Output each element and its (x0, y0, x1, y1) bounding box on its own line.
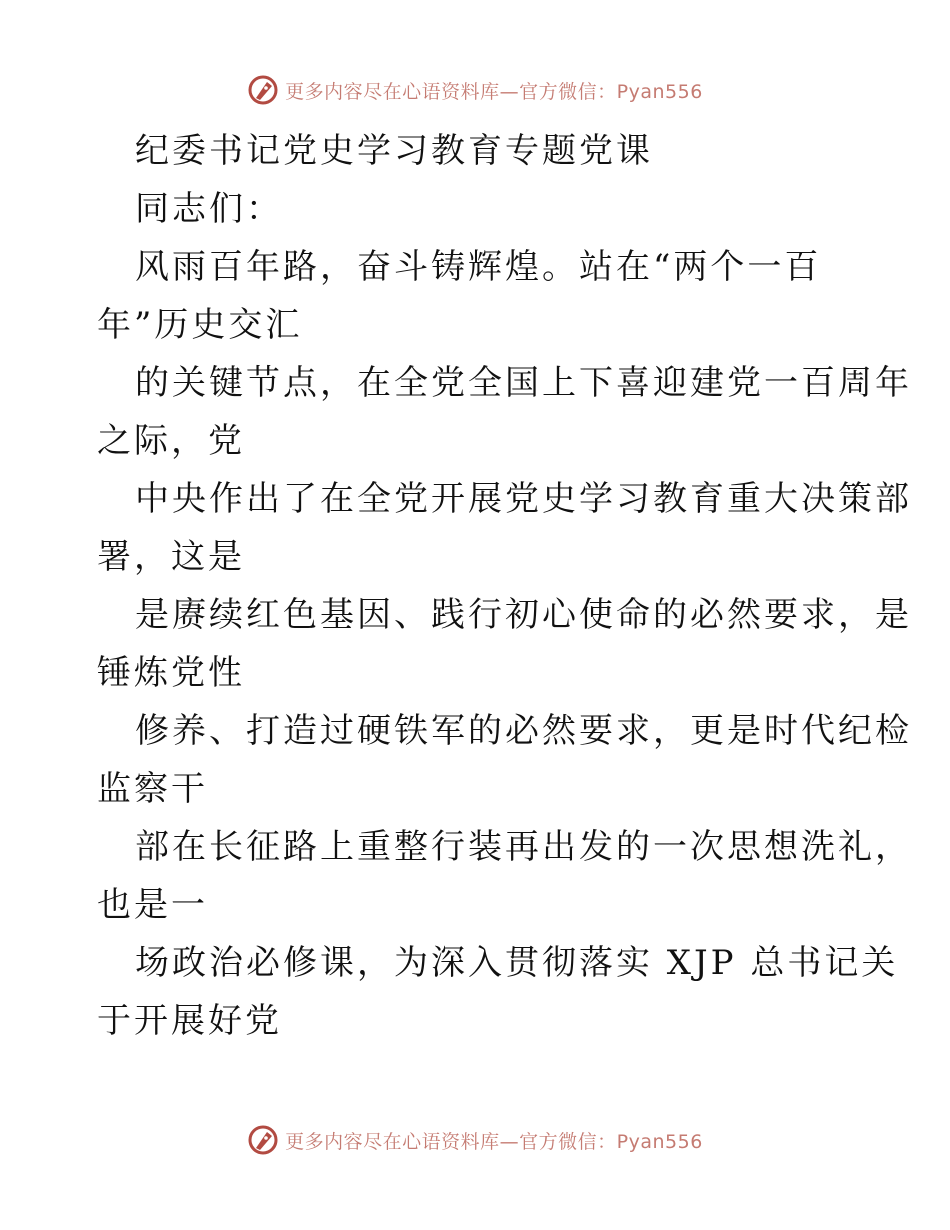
paragraph-line: 的关键节点，在全党全国上下喜迎建党一百周年 (135, 363, 912, 403)
pen-nib-logo-icon (247, 1124, 279, 1156)
pen-nib-logo-icon (247, 74, 279, 106)
document-body (97, 122, 912, 1050)
paragraph-line: 署，这是 (97, 537, 245, 577)
footer-banner (0, 1120, 950, 1160)
paragraph-line: 部在长征路上重整行装再出发的一次思想洗礼， (135, 827, 912, 867)
header-banner (0, 70, 950, 110)
paragraph-line: 监察干 (97, 769, 208, 809)
salutation: 同志们： (135, 189, 283, 229)
paragraph-line: 修养、打造过硬铁军的必然要求，更是时代纪检 (135, 711, 912, 751)
paragraph-line: 场政治必修课，为深入贯彻落实 XJP 总书记关 (135, 943, 899, 983)
header-banner-text: 更多内容尽在心语资料库—官方微信：Pyan556 (285, 80, 703, 103)
footer-banner-text: 更多内容尽在心语资料库—官方微信：Pyan556 (285, 1130, 703, 1153)
paragraph-line: 也是一 (97, 885, 208, 925)
paragraph-line: 中央作出了在全党开展党史学习教育重大决策部 (135, 479, 912, 519)
paragraph-line: 于开展好党 (97, 1001, 282, 1041)
document-title: 纪委书记党史学习教育专题党课 (135, 131, 653, 171)
paragraph-line: 风雨百年路，奋斗铸辉煌。站在“两个一百 (135, 247, 822, 287)
paragraph-line: 是赓续红色基因、践行初心使命的必然要求，是 (135, 595, 912, 635)
paragraph-line: 年”历史交汇 (97, 305, 303, 345)
paragraph-line: 之际，党 (97, 421, 245, 461)
paragraph-line: 锤炼党性 (97, 653, 245, 693)
